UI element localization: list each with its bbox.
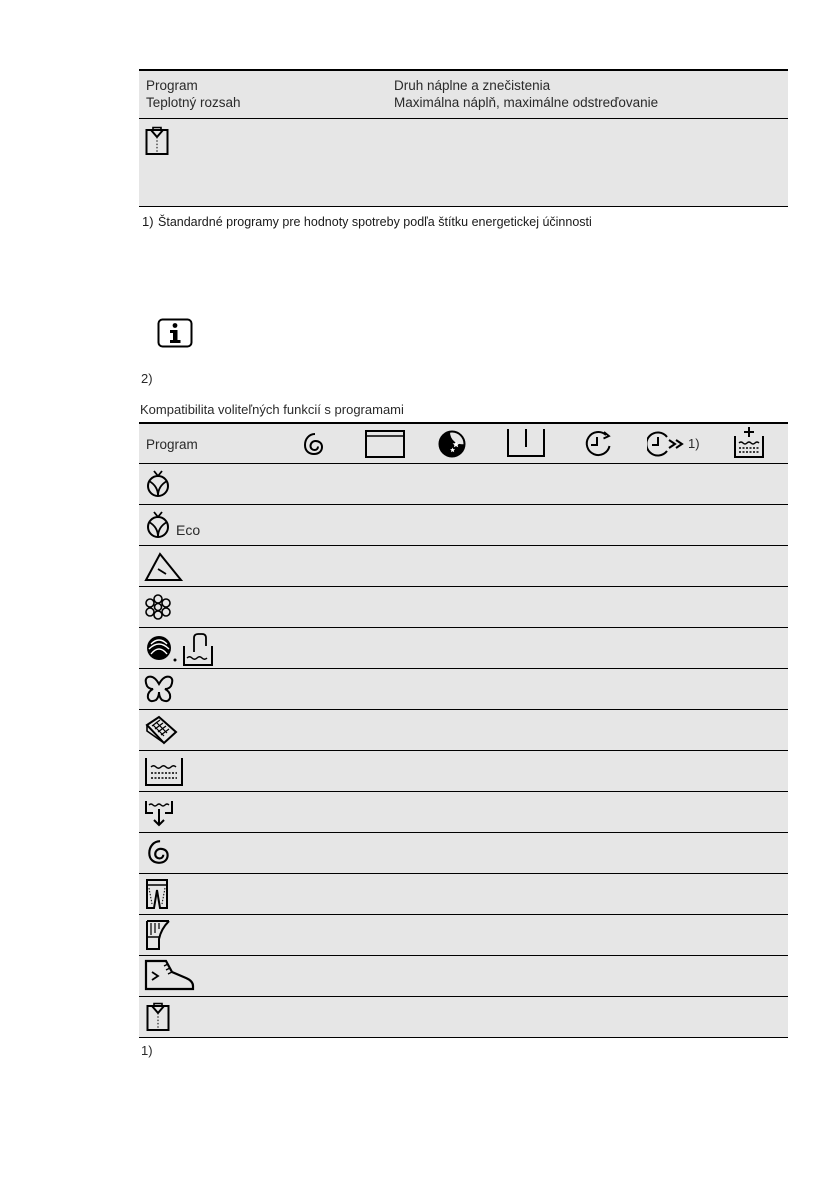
table-row	[139, 710, 788, 750]
top-header-load-type: Druh náplne a znečistenia	[394, 78, 551, 93]
shirt-icon	[145, 126, 169, 156]
compat-title: Kompatibilita voliteľných funkcií s programami	[140, 402, 404, 417]
note-mark: 2)	[141, 371, 153, 386]
table-row	[139, 833, 788, 873]
delicates-flower-icon	[144, 593, 172, 626]
table-row	[139, 874, 788, 914]
rinse-basin-icon	[144, 757, 184, 792]
wool-handwash-icon	[144, 632, 214, 671]
compat-footnote-mark: 1)	[141, 1043, 153, 1058]
time-save-footnote-mark: 1)	[688, 436, 700, 451]
compat-header-program: Program	[146, 437, 198, 452]
denim-icon	[144, 878, 170, 915]
table-row	[139, 915, 788, 955]
cotton-flower-icon	[144, 469, 172, 504]
table-row	[139, 751, 788, 791]
cotton-flower-eco-icon	[144, 510, 172, 545]
table-row	[139, 464, 788, 504]
footnote-mark: 1)	[142, 214, 154, 229]
drain-icon	[144, 797, 174, 832]
spin-icon	[146, 838, 172, 871]
top-header-max-load: Maximálna náplň, maximálne odstreďovanie	[394, 95, 659, 110]
spin-icon	[302, 431, 326, 462]
table-row	[139, 628, 788, 668]
eco-label: Eco	[176, 522, 201, 538]
top-table-footnote	[142, 213, 592, 231]
table-row	[139, 792, 788, 832]
top-table-bottom-rule	[139, 206, 788, 207]
extra-rinse-icon	[734, 426, 764, 463]
table-row	[139, 956, 788, 996]
no-spin-icon	[507, 429, 545, 462]
top-table-row-bg	[139, 119, 788, 206]
night-stars-icon	[438, 430, 466, 463]
time-save-icon	[647, 430, 689, 463]
table-row	[139, 505, 788, 545]
table-row	[139, 546, 788, 586]
shirt-icon	[146, 1002, 170, 1037]
duvet-icon	[144, 715, 178, 750]
table-row	[139, 997, 788, 1037]
top-header-program: Program	[146, 78, 198, 93]
curtains-icon	[144, 919, 172, 956]
footnote-text: Štandardné programy pre hodnoty spotreby podľa štítku energetickej účinnosti	[158, 215, 592, 229]
silk-butterfly-icon	[144, 674, 174, 709]
info-icon	[157, 318, 193, 348]
compat-bottom-rule	[139, 1037, 788, 1038]
top-header-temperature-range: Teplotný rozsah	[146, 95, 241, 110]
synthetics-triangle-icon	[144, 552, 184, 587]
delay-start-icon	[584, 430, 614, 463]
rinse-hold-icon	[365, 430, 405, 463]
table-row	[139, 587, 788, 627]
sportswear-shoe-icon	[144, 958, 196, 997]
table-row	[139, 669, 788, 709]
